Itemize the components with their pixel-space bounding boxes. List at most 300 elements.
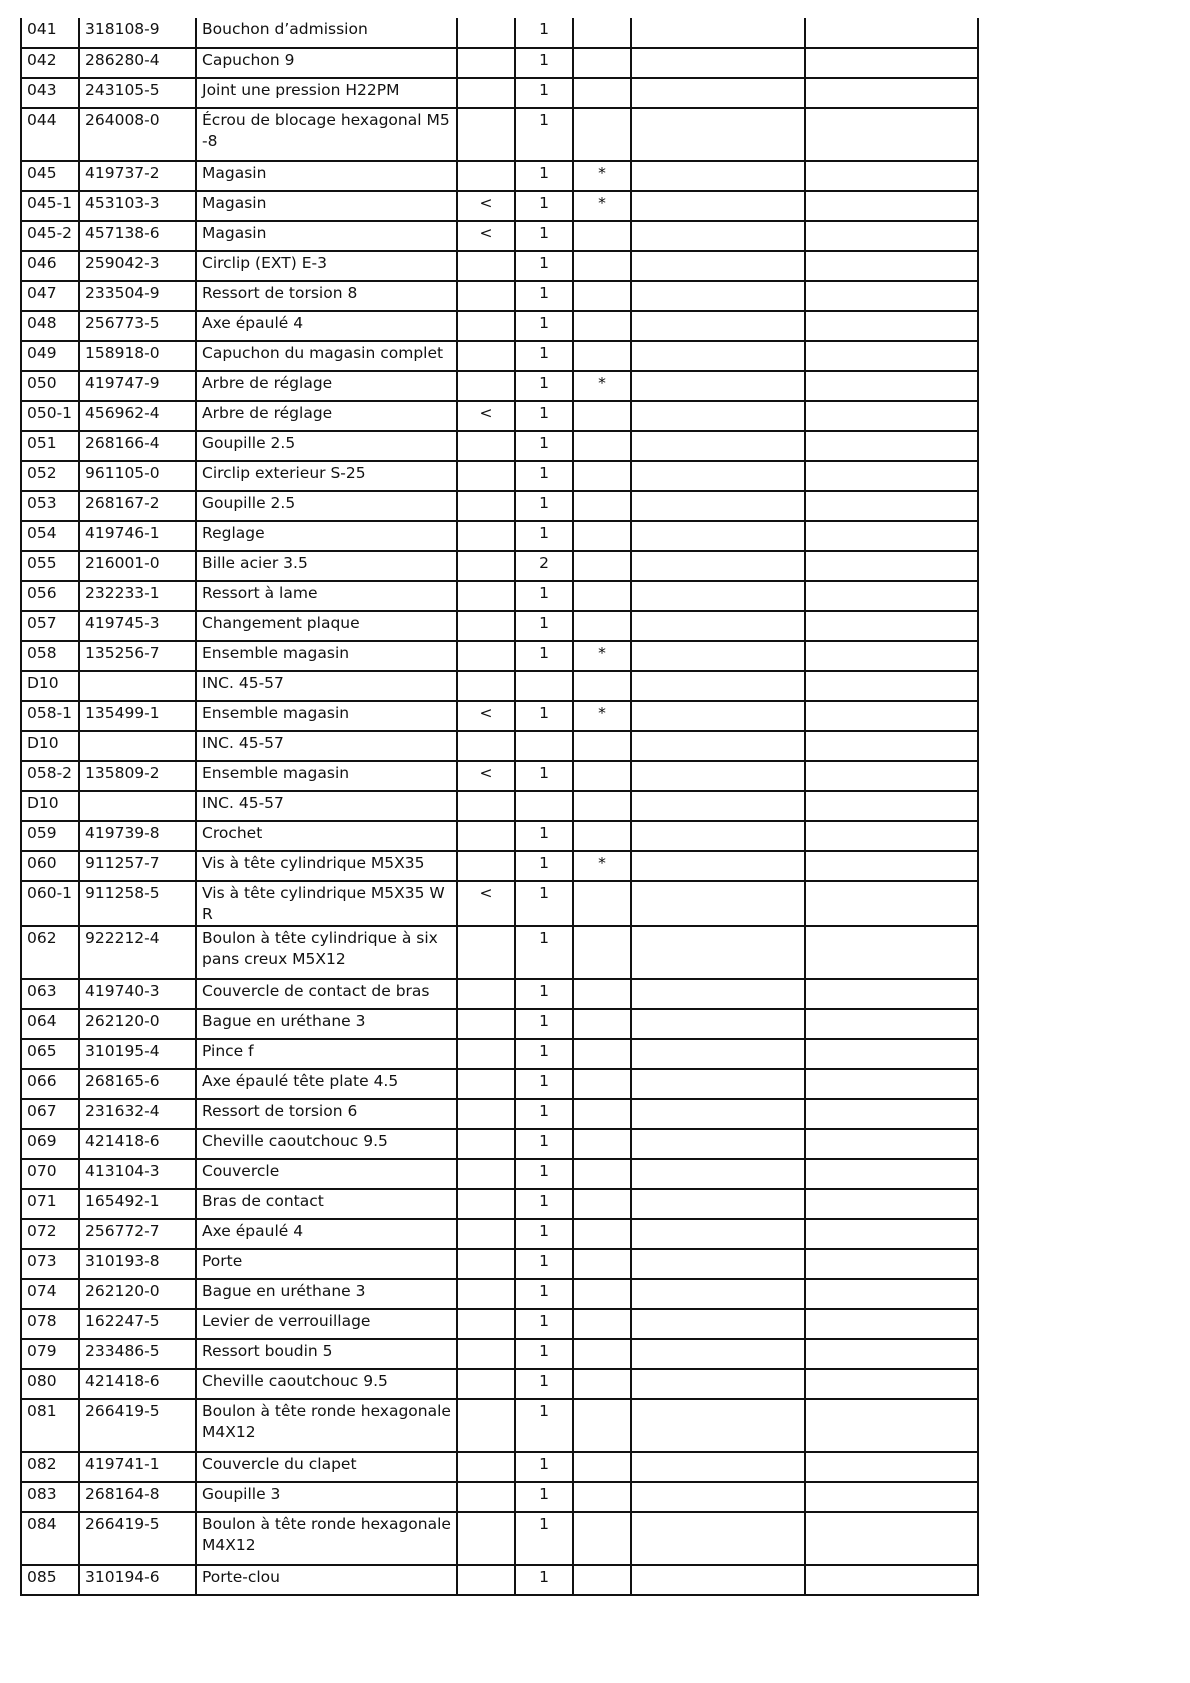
substitute-mark-cell — [457, 251, 515, 281]
substitute-mark-cell: < — [457, 761, 515, 791]
part-ref-cell: 046 — [21, 251, 79, 281]
substitute-mark-cell — [457, 281, 515, 311]
part-description-cell: Ressort de torsion 6 — [196, 1099, 457, 1129]
part-number-cell: 135809-2 — [79, 761, 196, 791]
substitute-mark-cell — [457, 491, 515, 521]
part-ref-cell: D10 — [21, 791, 79, 821]
note-mark-cell — [573, 761, 631, 791]
substitute-mark-cell — [457, 851, 515, 881]
part-description-cell: Ensemble magasin — [196, 641, 457, 671]
blank-cell-2 — [805, 821, 978, 851]
substitute-mark-cell — [457, 341, 515, 371]
quantity-cell: 1 — [515, 1039, 573, 1069]
substitute-mark-cell — [457, 78, 515, 108]
blank-cell-1 — [631, 1279, 805, 1309]
quantity-cell: 1 — [515, 979, 573, 1009]
note-mark-cell — [573, 551, 631, 581]
quantity-cell: 1 — [515, 1339, 573, 1369]
substitute-mark-cell — [457, 791, 515, 821]
note-mark-cell — [573, 281, 631, 311]
part-number-cell: 262120-0 — [79, 1009, 196, 1039]
part-description-cell: Axe épaulé 4 — [196, 311, 457, 341]
note-mark-cell — [573, 311, 631, 341]
table-row — [21, 1039, 978, 1069]
part-ref-cell: 058 — [21, 641, 79, 671]
part-number-cell: 310194-6 — [79, 1565, 196, 1595]
blank-cell-1 — [631, 251, 805, 281]
table-row — [21, 1512, 978, 1565]
blank-cell-1 — [631, 611, 805, 641]
note-mark-cell — [573, 881, 631, 926]
substitute-mark-cell — [457, 431, 515, 461]
part-description-cell: Capuchon du magasin complet — [196, 341, 457, 371]
substitute-mark-cell — [457, 1189, 515, 1219]
blank-cell-2 — [805, 521, 978, 551]
note-mark-cell — [573, 1099, 631, 1129]
blank-cell-2 — [805, 18, 978, 48]
blank-cell-2 — [805, 1069, 978, 1099]
table-row — [21, 108, 978, 161]
quantity-cell: 1 — [515, 1482, 573, 1512]
substitute-mark-cell — [457, 1069, 515, 1099]
quantity-cell: 1 — [515, 611, 573, 641]
note-mark-cell — [573, 431, 631, 461]
table-row — [21, 1309, 978, 1339]
quantity-cell: 1 — [515, 1159, 573, 1189]
table-row — [21, 611, 978, 641]
part-ref-cell: 047 — [21, 281, 79, 311]
quantity-cell — [515, 671, 573, 701]
note-mark-cell — [573, 1129, 631, 1159]
part-number-cell: 911258-5 — [79, 881, 196, 926]
note-mark-cell — [573, 1399, 631, 1452]
substitute-mark-cell — [457, 1129, 515, 1159]
blank-cell-1 — [631, 221, 805, 251]
part-description-cell: Capuchon 9 — [196, 48, 457, 78]
part-description-cell: Levier de verrouillage — [196, 1309, 457, 1339]
blank-cell-1 — [631, 1039, 805, 1069]
note-mark-cell — [573, 401, 631, 431]
part-description-cell: Arbre de réglage — [196, 401, 457, 431]
part-number-cell: 457138-6 — [79, 221, 196, 251]
part-description-cell: Écrou de blocage hexagonal M5-8 — [196, 108, 457, 161]
blank-cell-1 — [631, 1399, 805, 1452]
blank-cell-1 — [631, 881, 805, 926]
table-row — [21, 1069, 978, 1099]
blank-cell-2 — [805, 491, 978, 521]
blank-cell-2 — [805, 979, 978, 1009]
quantity-cell: 1 — [515, 1009, 573, 1039]
part-number-cell: 419737-2 — [79, 161, 196, 191]
quantity-cell: 1 — [515, 221, 573, 251]
blank-cell-2 — [805, 221, 978, 251]
note-mark-cell — [573, 731, 631, 761]
part-ref-cell: 074 — [21, 1279, 79, 1309]
quantity-cell: 1 — [515, 1512, 573, 1565]
quantity-cell: 1 — [515, 881, 573, 926]
parts-table — [20, 18, 979, 1596]
table-row — [21, 1219, 978, 1249]
part-number-cell: 911257-7 — [79, 851, 196, 881]
part-ref-cell: 065 — [21, 1039, 79, 1069]
quantity-cell: 1 — [515, 401, 573, 431]
blank-cell-1 — [631, 979, 805, 1009]
quantity-cell: 1 — [515, 48, 573, 78]
substitute-mark-cell — [457, 1159, 515, 1189]
substitute-mark-cell — [457, 371, 515, 401]
substitute-mark-cell — [457, 521, 515, 551]
blank-cell-1 — [631, 1309, 805, 1339]
table-row — [21, 191, 978, 221]
substitute-mark-cell — [457, 979, 515, 1009]
substitute-mark-cell — [457, 1565, 515, 1595]
part-number-cell: 268165-6 — [79, 1069, 196, 1099]
blank-cell-2 — [805, 341, 978, 371]
table-row — [21, 1399, 978, 1452]
part-ref-cell: 064 — [21, 1009, 79, 1039]
quantity-cell: 1 — [515, 18, 573, 48]
part-description-cell: Ensemble magasin — [196, 701, 457, 731]
part-description-cell: Goupille 3 — [196, 1482, 457, 1512]
table-row — [21, 641, 978, 671]
part-ref-cell: D10 — [21, 731, 79, 761]
quantity-cell: 1 — [515, 581, 573, 611]
substitute-mark-cell — [457, 1219, 515, 1249]
part-ref-cell: D10 — [21, 671, 79, 701]
blank-cell-2 — [805, 1219, 978, 1249]
blank-cell-2 — [805, 1039, 978, 1069]
part-description-cell: Magasin — [196, 161, 457, 191]
part-number-cell: 413104-3 — [79, 1159, 196, 1189]
blank-cell-1 — [631, 191, 805, 221]
part-number-cell: 256772-7 — [79, 1219, 196, 1249]
blank-cell-1 — [631, 311, 805, 341]
substitute-mark-cell: < — [457, 701, 515, 731]
note-mark-cell: * — [573, 851, 631, 881]
note-mark-cell — [573, 1512, 631, 1565]
part-ref-cell: 044 — [21, 108, 79, 161]
part-description-cell: Magasin — [196, 191, 457, 221]
part-number-cell: 453103-3 — [79, 191, 196, 221]
part-ref-cell: 080 — [21, 1369, 79, 1399]
table-row — [21, 78, 978, 108]
part-number-cell: 165492-1 — [79, 1189, 196, 1219]
substitute-mark-cell — [457, 1452, 515, 1482]
table-row — [21, 791, 978, 821]
quantity-cell: 1 — [515, 1452, 573, 1482]
part-number-cell: 419746-1 — [79, 521, 196, 551]
quantity-cell: 1 — [515, 311, 573, 341]
blank-cell-1 — [631, 1565, 805, 1595]
table-row — [21, 761, 978, 791]
substitute-mark-cell: < — [457, 221, 515, 251]
part-ref-cell: 049 — [21, 341, 79, 371]
substitute-mark-cell — [457, 731, 515, 761]
note-mark-cell — [573, 1039, 631, 1069]
substitute-mark-cell — [457, 1039, 515, 1069]
blank-cell-1 — [631, 341, 805, 371]
part-number-cell: 922212-4 — [79, 926, 196, 979]
quantity-cell: 1 — [515, 281, 573, 311]
blank-cell-2 — [805, 311, 978, 341]
blank-cell-1 — [631, 791, 805, 821]
note-mark-cell — [573, 18, 631, 48]
quantity-cell: 1 — [515, 1099, 573, 1129]
part-description-cell: Vis à tête cylindrique M5X35 — [196, 851, 457, 881]
part-ref-cell: 045 — [21, 161, 79, 191]
part-number-cell: 264008-0 — [79, 108, 196, 161]
part-number-cell: 135256-7 — [79, 641, 196, 671]
part-description-cell: Goupille 2.5 — [196, 491, 457, 521]
blank-cell-1 — [631, 731, 805, 761]
part-number-cell: 286280-4 — [79, 48, 196, 78]
part-ref-cell: 063 — [21, 979, 79, 1009]
table-row — [21, 851, 978, 881]
part-ref-cell: 078 — [21, 1309, 79, 1339]
blank-cell-2 — [805, 1189, 978, 1219]
note-mark-cell — [573, 221, 631, 251]
part-number-cell: 268164-8 — [79, 1482, 196, 1512]
blank-cell-1 — [631, 1249, 805, 1279]
table-row — [21, 881, 978, 926]
blank-cell-1 — [631, 281, 805, 311]
part-ref-cell: 050 — [21, 371, 79, 401]
note-mark-cell — [573, 581, 631, 611]
note-mark-cell — [573, 1565, 631, 1595]
blank-cell-1 — [631, 108, 805, 161]
part-description-cell: Couvercle — [196, 1159, 457, 1189]
part-number-cell: 268166-4 — [79, 431, 196, 461]
part-description-cell: Arbre de réglage — [196, 371, 457, 401]
part-description-cell: Circlip (EXT) E-3 — [196, 251, 457, 281]
part-number-cell: 266419-5 — [79, 1512, 196, 1565]
blank-cell-1 — [631, 161, 805, 191]
blank-cell-2 — [805, 1129, 978, 1159]
part-number-cell: 266419-5 — [79, 1399, 196, 1452]
substitute-mark-cell — [457, 1099, 515, 1129]
part-ref-cell: 070 — [21, 1159, 79, 1189]
quantity-cell: 1 — [515, 851, 573, 881]
blank-cell-2 — [805, 1482, 978, 1512]
quantity-cell: 1 — [515, 78, 573, 108]
blank-cell-1 — [631, 761, 805, 791]
part-ref-cell: 060-1 — [21, 881, 79, 926]
blank-cell-1 — [631, 1189, 805, 1219]
note-mark-cell — [573, 1452, 631, 1482]
quantity-cell: 1 — [515, 1565, 573, 1595]
blank-cell-2 — [805, 1399, 978, 1452]
note-mark-cell — [573, 611, 631, 641]
substitute-mark-cell — [457, 1399, 515, 1452]
quantity-cell: 1 — [515, 341, 573, 371]
note-mark-cell — [573, 1339, 631, 1369]
blank-cell-1 — [631, 521, 805, 551]
quantity-cell: 1 — [515, 108, 573, 161]
blank-cell-1 — [631, 1159, 805, 1189]
note-mark-cell: * — [573, 701, 631, 731]
part-number-cell: 961105-0 — [79, 461, 196, 491]
blank-cell-2 — [805, 701, 978, 731]
table-row — [21, 1279, 978, 1309]
substitute-mark-cell — [457, 311, 515, 341]
note-mark-cell: * — [573, 371, 631, 401]
part-ref-cell: 056 — [21, 581, 79, 611]
part-number-cell: 162247-5 — [79, 1309, 196, 1339]
part-description-cell: Ressort de torsion 8 — [196, 281, 457, 311]
part-ref-cell: 053 — [21, 491, 79, 521]
part-number-cell: 419741-1 — [79, 1452, 196, 1482]
blank-cell-2 — [805, 581, 978, 611]
table-row — [21, 18, 978, 48]
blank-cell-2 — [805, 191, 978, 221]
blank-cell-1 — [631, 48, 805, 78]
note-mark-cell — [573, 1249, 631, 1279]
part-description-cell: Cheville caoutchouc 9.5 — [196, 1369, 457, 1399]
blank-cell-1 — [631, 1129, 805, 1159]
part-ref-cell: 083 — [21, 1482, 79, 1512]
blank-cell-2 — [805, 251, 978, 281]
note-mark-cell — [573, 791, 631, 821]
table-row — [21, 701, 978, 731]
table-row — [21, 221, 978, 251]
part-number-cell: 421418-6 — [79, 1369, 196, 1399]
part-ref-cell: 058-1 — [21, 701, 79, 731]
blank-cell-1 — [631, 18, 805, 48]
part-number-cell: 419740-3 — [79, 979, 196, 1009]
blank-cell-1 — [631, 1069, 805, 1099]
table-row — [21, 1009, 978, 1039]
quantity-cell: 1 — [515, 461, 573, 491]
note-mark-cell — [573, 108, 631, 161]
substitute-mark-cell — [457, 48, 515, 78]
part-ref-cell: 071 — [21, 1189, 79, 1219]
note-mark-cell — [573, 461, 631, 491]
part-description-cell: Axe épaulé 4 — [196, 1219, 457, 1249]
blank-cell-1 — [631, 1512, 805, 1565]
part-description-cell: INC. 45-57 — [196, 791, 457, 821]
part-description-cell: Ressort à lame — [196, 581, 457, 611]
quantity-cell: 1 — [515, 1129, 573, 1159]
quantity-cell: 1 — [515, 1369, 573, 1399]
table-row — [21, 48, 978, 78]
part-description-cell: Boulon à tête cylindrique à six pans creux M5X12 — [196, 926, 457, 979]
substitute-mark-cell — [457, 581, 515, 611]
quantity-cell: 1 — [515, 491, 573, 521]
part-ref-cell: 055 — [21, 551, 79, 581]
blank-cell-2 — [805, 371, 978, 401]
quantity-cell: 1 — [515, 1249, 573, 1279]
table-row — [21, 281, 978, 311]
note-mark-cell — [573, 491, 631, 521]
part-number-cell: 135499-1 — [79, 701, 196, 731]
quantity-cell — [515, 731, 573, 761]
part-number-cell: 233504-9 — [79, 281, 196, 311]
table-row — [21, 1249, 978, 1279]
part-ref-cell: 045-1 — [21, 191, 79, 221]
quantity-cell: 1 — [515, 1069, 573, 1099]
part-number-cell — [79, 791, 196, 821]
part-number-cell: 419739-8 — [79, 821, 196, 851]
blank-cell-1 — [631, 371, 805, 401]
table-row — [21, 926, 978, 979]
note-mark-cell — [573, 821, 631, 851]
part-ref-cell: 069 — [21, 1129, 79, 1159]
substitute-mark-cell — [457, 161, 515, 191]
part-description-cell: Bille acier 3.5 — [196, 551, 457, 581]
table-row — [21, 251, 978, 281]
substitute-mark-cell — [457, 461, 515, 491]
part-ref-cell: 051 — [21, 431, 79, 461]
quantity-cell — [515, 791, 573, 821]
blank-cell-2 — [805, 641, 978, 671]
part-number-cell: 262120-0 — [79, 1279, 196, 1309]
blank-cell-2 — [805, 78, 978, 108]
part-ref-cell: 067 — [21, 1099, 79, 1129]
blank-cell-2 — [805, 926, 978, 979]
substitute-mark-cell — [457, 18, 515, 48]
table-row — [21, 431, 978, 461]
blank-cell-1 — [631, 641, 805, 671]
substitute-mark-cell — [457, 821, 515, 851]
substitute-mark-cell — [457, 611, 515, 641]
part-description-cell: Axe épaulé tête plate 4.5 — [196, 1069, 457, 1099]
part-ref-cell: 084 — [21, 1512, 79, 1565]
part-ref-cell: 066 — [21, 1069, 79, 1099]
blank-cell-2 — [805, 791, 978, 821]
quantity-cell: 1 — [515, 1399, 573, 1452]
quantity-cell: 1 — [515, 521, 573, 551]
note-mark-cell — [573, 48, 631, 78]
table-row — [21, 371, 978, 401]
part-number-cell: 232233-1 — [79, 581, 196, 611]
part-description-cell: Circlip exterieur S-25 — [196, 461, 457, 491]
blank-cell-1 — [631, 671, 805, 701]
table-row — [21, 1369, 978, 1399]
part-description-cell: Couvercle du clapet — [196, 1452, 457, 1482]
blank-cell-2 — [805, 1565, 978, 1595]
note-mark-cell — [573, 1159, 631, 1189]
part-ref-cell: 082 — [21, 1452, 79, 1482]
substitute-mark-cell: < — [457, 401, 515, 431]
part-ref-cell: 060 — [21, 851, 79, 881]
note-mark-cell — [573, 1009, 631, 1039]
part-description-cell: INC. 45-57 — [196, 731, 457, 761]
blank-cell-1 — [631, 461, 805, 491]
part-description-cell: Bouchon d’admission — [196, 18, 457, 48]
note-mark-cell — [573, 1309, 631, 1339]
part-ref-cell: 048 — [21, 311, 79, 341]
substitute-mark-cell — [457, 1369, 515, 1399]
blank-cell-1 — [631, 926, 805, 979]
table-row — [21, 401, 978, 431]
blank-cell-2 — [805, 281, 978, 311]
part-ref-cell: 081 — [21, 1399, 79, 1452]
blank-cell-1 — [631, 1369, 805, 1399]
note-mark-cell — [573, 78, 631, 108]
part-ref-cell: 042 — [21, 48, 79, 78]
substitute-mark-cell: < — [457, 191, 515, 221]
part-ref-cell: 045-2 — [21, 221, 79, 251]
note-mark-cell — [573, 979, 631, 1009]
part-number-cell: 419747-9 — [79, 371, 196, 401]
substitute-mark-cell — [457, 551, 515, 581]
table-row — [21, 1339, 978, 1369]
blank-cell-1 — [631, 1219, 805, 1249]
quantity-cell: 1 — [515, 641, 573, 671]
part-description-cell: Porte — [196, 1249, 457, 1279]
quantity-cell: 1 — [515, 371, 573, 401]
blank-cell-2 — [805, 881, 978, 926]
